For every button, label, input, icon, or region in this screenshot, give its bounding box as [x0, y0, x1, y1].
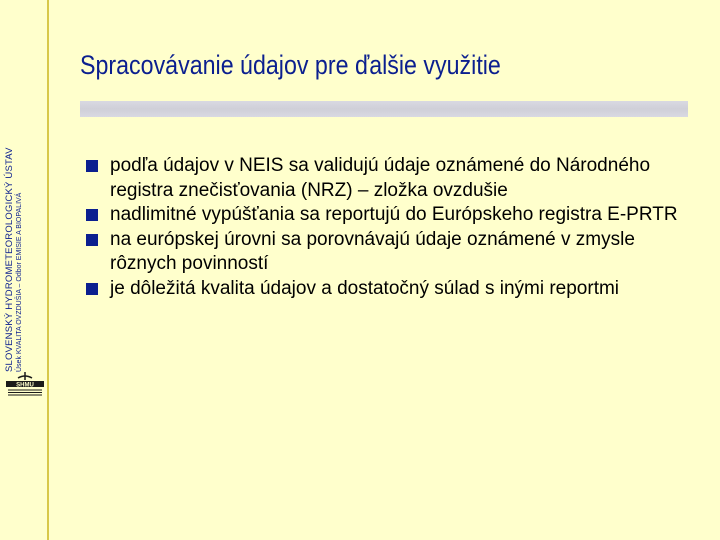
square-bullet-icon: [86, 209, 98, 221]
department-name: Úsek KVALITA OVZDUŠIA – Odbor EMISIE A BIOPALIVÁ: [16, 192, 23, 372]
slide-title: Spracovávanie údajov pre ďalšie využitie: [80, 50, 501, 80]
bullet-text: je dôležitá kvalita údajov a dostatočný súlad s inými reportmi: [110, 277, 620, 299]
list-item: [86, 277, 686, 302]
shmu-logo-icon: [4, 372, 46, 398]
bullet-text: podľa údajov v NEIS sa validujú údaje oznámené do Národného registra znečisťovania (NRZ) – zložka ovzdušie: [110, 155, 651, 201]
square-bullet-icon: [86, 234, 98, 246]
bullet-text: nadlimitné vypúšťania sa reportujú do Európskeho registra E-PRTR: [110, 204, 678, 225]
list-item: [86, 203, 686, 228]
square-bullet-icon: [86, 160, 98, 172]
sidebar: [0, 0, 49, 540]
list-item: [86, 228, 686, 277]
list-item: [86, 154, 686, 203]
svg-text:SHMU: SHMU: [16, 382, 34, 389]
bullet-text: na európskej úrovni sa porovnávajú údaje oznámené v zmysle rôznych povinností: [110, 228, 635, 274]
title-underline-bar: [80, 101, 688, 117]
square-bullet-icon: [86, 283, 98, 295]
sidebar-vertical-text: [4, 147, 24, 372]
bullet-list: [86, 154, 686, 301]
institute-name: SLOVENSKÝ HYDROMETEOROLOGICKÝ ÚSTAV: [4, 147, 15, 372]
